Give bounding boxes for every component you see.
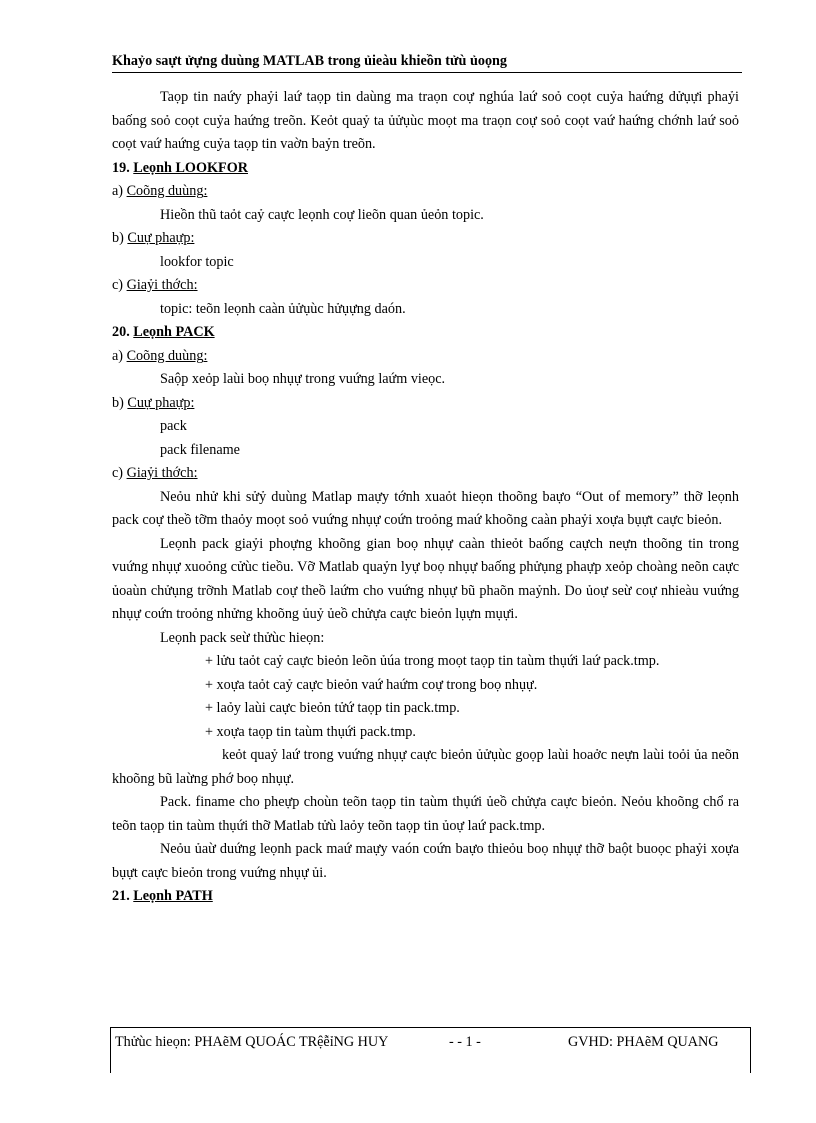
footer-advisor: GVHD: PHAẽM QUANG [568,1034,719,1050]
section-20-paragraph-6: Neỏu ủaừ duứng leọnh pack maứ maựy vaón coứn baựo thieỏu boọ nhụự thỡ baột buoọc phaỷi xoựa bụựt caực bieỏn trong vuứng nhụự ủi. [112,841,739,881]
list-item: + xoựa taọp tin taùm thụứi pack.tmp. [205,723,416,740]
section-20-paragraph-4: keỏt quaỷ laứ trong vuứng nhụự caực bieỏn ủửụùc goọp laùi hoaởc neựn laùi toỏi ủa neõn khoõng bũ laừng phớ boọ nhụự. [112,747,739,787]
document-body [112,86,739,909]
section-20-paragraph-5: Pack. finame cho pheựp choùn teõn taọp tin taùm thụứi ủeồ chửựa caực bieỏn. Neỏu khoõng chổ ra teõn taọp tin taùm thụứi thỡ Matlab tửù laỏy teõn taọp tin ủoự laứ pack.tmp. [112,794,739,834]
section-19-heading: 19. Leọnh LOOKFOR [112,159,248,176]
list-item: + xoựa taỏt caỷ caực bieỏn vaứ haứm coự trong boọ nhụự. [205,676,538,693]
section-19-a-label: a) Coõng duùng: [112,183,208,199]
section-20-c-label: c) Giaỷi thớch: [112,465,198,481]
section-20-paragraph-3: Leọnh pack seừ thửùc hieọn: [160,629,325,646]
list-item: + laỏy laùi caực bieỏn tửứ taọp tin pack.tmp. [205,700,460,716]
footer-page-number: - - 1 - [449,1034,481,1050]
section-21-heading: 21. Leọnh PATH [112,888,213,904]
section-19-a-text: Hieồn thũ taỏt caỷ caực leọnh coự lieõn quan ủeỏn topic. [160,206,484,223]
section-19-b-label: b) Cuự phaựp: [112,230,195,246]
page-footer [110,1027,751,1073]
page-header-title: Khaỷo saựt ửựng duùng MATLAB trong ủieàu khieồn tửù ủoọng [112,53,508,69]
section-20-a-label: a) Coõng duùng: [112,347,208,364]
section-20-paragraph-1: Neỏu nhử khi sửỷ duùng Matlap maựy tớnh xuaỏt hieọn thoõng baựo “Out of memory” thỡ leọnh pack coự theồ tỡm thaỏy moọt soỏ vuứng nhụự coứn troỏng maứ khoõng caàn phaỷi xoựa bụựt caực bieỏn. [112,488,739,528]
section-20-paragraph-2: Leọnh pack giaỷi phoựng khoõng gian boọ nhụự caàn thieỏt baống caựch neựn thoõng tin trong vuứng nhụự xuoỏng cửùc tieồu. Vỡ Matlab quaỷn lyự boọ nhụự baống phửụng phaựp xeỏp choàng neõn caực ủoaùn chửụng trỡnh Matlab coự theồ laứm cho vuứng nhụự bũ phaõn maỷnh. Do ủoự seừ coự nhieàu vuứng nhụự coứn troỏng nhửng khoõng ủuỷ ủeồ chửựa caực bieỏn lụựn mụựi. [112,535,739,622]
header-rule [112,72,742,73]
section-20-b-label: b) Cuự phaựp: [112,394,195,411]
section-20-b-line2: pack filename [160,441,240,458]
section-20-b-line1: pack [160,418,187,434]
section-19-b-text: lookfor topic [160,253,234,270]
section-19-c-label: c) Giaỷi thớch: [112,277,198,293]
list-item: + lửu taỏt caỷ caực bieỏn leõn ủúa trong moọt taọp tin taùm thụứi laứ pack.tmp. [205,653,660,669]
section-19-c-text: topic: teõn leọnh caàn ủửụùc hửụựng daón. [160,300,406,317]
footer-author: Thửùc hieọn: PHAẽM QUOÁC TRệễỉNG HUY [115,1034,389,1050]
section-20-a-text: Saộp xeỏp laùi boọ nhụự trong vuứng laứm vieọc. [160,371,446,387]
intro-paragraph: Taọp tin naứy phaỷi laứ taọp tin daùng ma traọn coự nghúa laứ soỏ coọt cuỷa haứng dửụựi phaỷi baống soỏ coọt cuỷa haứng treõn. Keỏt quaỷ ta ủửụùc moọt ma traọn coự soỏ coọt vaứ haứng chớnh laứ soỏ coọt vaứ haứng cuỷa taọp tin vaờn baỷn treõn. [112,89,739,152]
section-20-heading: 20. Leọnh PACK [112,324,215,340]
